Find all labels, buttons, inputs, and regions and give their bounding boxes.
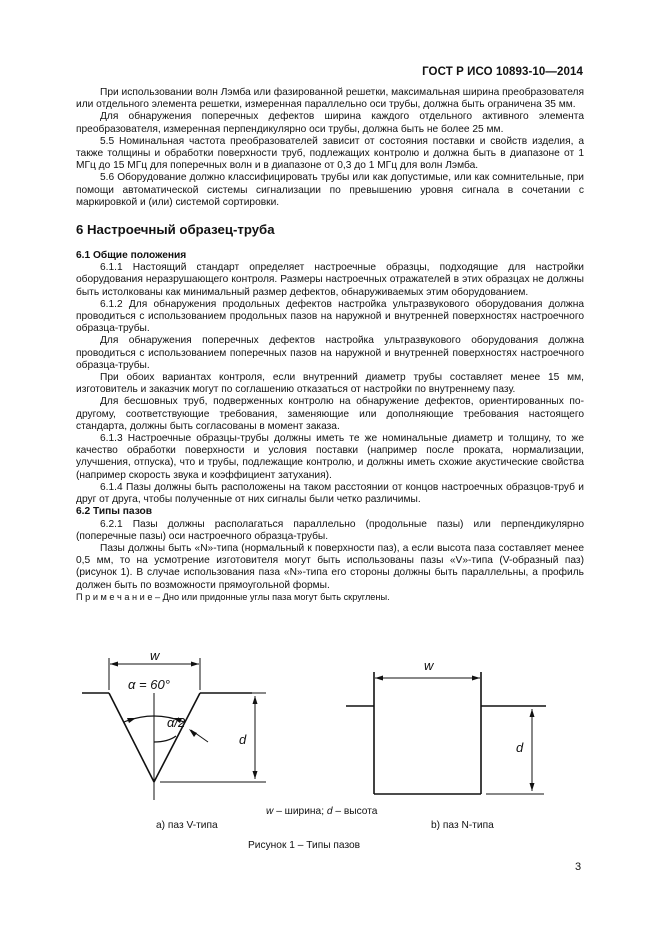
- paragraph: 6.1.4 Пазы должны быть расположены на таком расстоянии от концов настроечных образцов-труб и друг от друга, чтобы полученные от них сигналы были четко различимы.: [76, 481, 584, 506]
- legend-w-text: – ширина;: [273, 806, 327, 817]
- paragraph: 6.1.3 Настроечные образцы-трубы должны иметь те же номинальные диаметр и толщину, то же качество обработки поверхности и условия поставки (например после проката, нормализации, улучшения, отпуска), что и трубы, подлежащие контролю, и должны иметь схожие акустические свойства (например скорость звука и коэффициент затухания).: [76, 433, 584, 481]
- paragraph: 6.1.2 Для обнаружения продольных дефектов настройка ультразвукового оборудования должна проводиться с использованием продольных пазов на наружной и внутренней поверхностях настроечного образца-трубы.: [76, 298, 584, 335]
- paragraph: 6.1.1 Настоящий стандарт определяет настроечные образцы, подходящие для настройки оборудования неразрушающего контроля. Размеры настроечных отражателей в этих образцах не должны быть истолкованы как минимальный размер дефектов, обнаруживаемых этим оборудованием.: [76, 262, 584, 298]
- note: [76, 592, 584, 603]
- v-half-angle-arc: [154, 736, 176, 742]
- paragraph: 5.5 Номинальная частота преобразователей зависит от состояния поставки и свойств изделия, а также толщины и обработки поверхности труб, подлежащих контролю и должна быть в диапазоне от 1 МГц до 15 МГц для поперечных волн и в диапазоне от 0,3 до 1 МГц для волн Лэмба.: [76, 135, 584, 172]
- v-width-label: w: [150, 652, 160, 663]
- legend-d-symbol: d: [326, 806, 333, 817]
- v-groove-left-side: [109, 693, 154, 782]
- paragraph: Для обнаружения поперечных дефектов ширина каждого отдельного активного элемента преобразователя, измеренная перпендикулярно оси трубы, должна быть не более 25 мм.: [76, 111, 584, 135]
- v-depth-label: d: [239, 732, 247, 747]
- legend-d-text: – высота: [332, 806, 378, 817]
- v-half-angle-label: α/2: [167, 715, 186, 730]
- section-title: 6 Настроечный образец-труба: [76, 222, 275, 238]
- figure-title: Рисунок 1 – Типы пазов: [248, 840, 361, 851]
- figure-drawing: [76, 652, 584, 812]
- note-text: – Дно или придонные углы паза могут быть скруглены.: [152, 591, 390, 602]
- document-body: [76, 87, 584, 603]
- figure-1: [76, 652, 584, 857]
- document-header: ГОСТ Р ИСО 10893-10—2014: [422, 66, 583, 78]
- v-angle-label: α = 60°: [128, 677, 170, 692]
- caption-n-type: b) паз N-типа: [431, 820, 494, 831]
- n-depth-label: d: [516, 740, 524, 755]
- subsection-title: 6.1 Общие положения: [76, 250, 187, 262]
- paragraph: Пазы должны быть «N»-типа (нормальный к поверхности паз), а если высота паза составляет менее 0,5 мм, то на усмотрение изготовителя могут быть использованы пазы «V»-типа (V-образный паз) (рисунок 1). В случае использования паза «N»-типа его стороны должны быть параллельны, а профиль должен быть по возможности прямоугольной формы.: [76, 542, 584, 591]
- subsection-title: 6.2 Типы пазов: [76, 506, 153, 518]
- paragraph: Для обнаружения поперечных дефектов настройка ультразвукового оборудования должна проводиться с использованием поперечных пазов на наружной и внутренней поверхностях настроечного образца-трубы.: [76, 335, 584, 371]
- v-groove-right-side: [154, 693, 200, 782]
- legend-w-symbol: w: [266, 806, 274, 817]
- figure-legend: [266, 806, 377, 817]
- paragraph: 5.6 Оборудование должно классифицировать трубы или как допустимые, или как сомнительные, при помощи автоматической системы сигнализации по превышению уровня сигнала в сочетании с маркировкой и (или) системой сортировки.: [76, 172, 584, 208]
- paragraph: 6.2.1 Пазы должны располагаться параллельно (продольные пазы) или перпендикулярно (поперечные пазы) оси настроечного образца-трубы.: [76, 518, 584, 542]
- n-width-label: w: [424, 658, 434, 673]
- paragraph: Для бесшовных труб, подверженных контролю на обнаружение дефектов, ориентированных по-другому, соответствующие требования, заменяющие или дополняющие требования настоящего стандарта, должны быть согласованы в момент заказа.: [76, 396, 584, 432]
- paragraph: При использовании волн Лэмба или фазированной решетки, максимальная ширина преобразователя или отдельного элемента решетки, измеренная параллельно оси трубы, должна быть ограничена 35 мм.: [76, 87, 584, 111]
- caption-v-type: а) паз V-типа: [156, 820, 218, 831]
- note-label: П р и м е ч а н и е: [76, 591, 153, 602]
- page-number: 3: [575, 861, 582, 873]
- paragraph: При обоих вариантах контроля, если внутренний диаметр трубы составляет менее 15 мм, изготовитель и заказчик могут по соглашению отказаться от настройки по внутреннему пазу.: [76, 372, 584, 396]
